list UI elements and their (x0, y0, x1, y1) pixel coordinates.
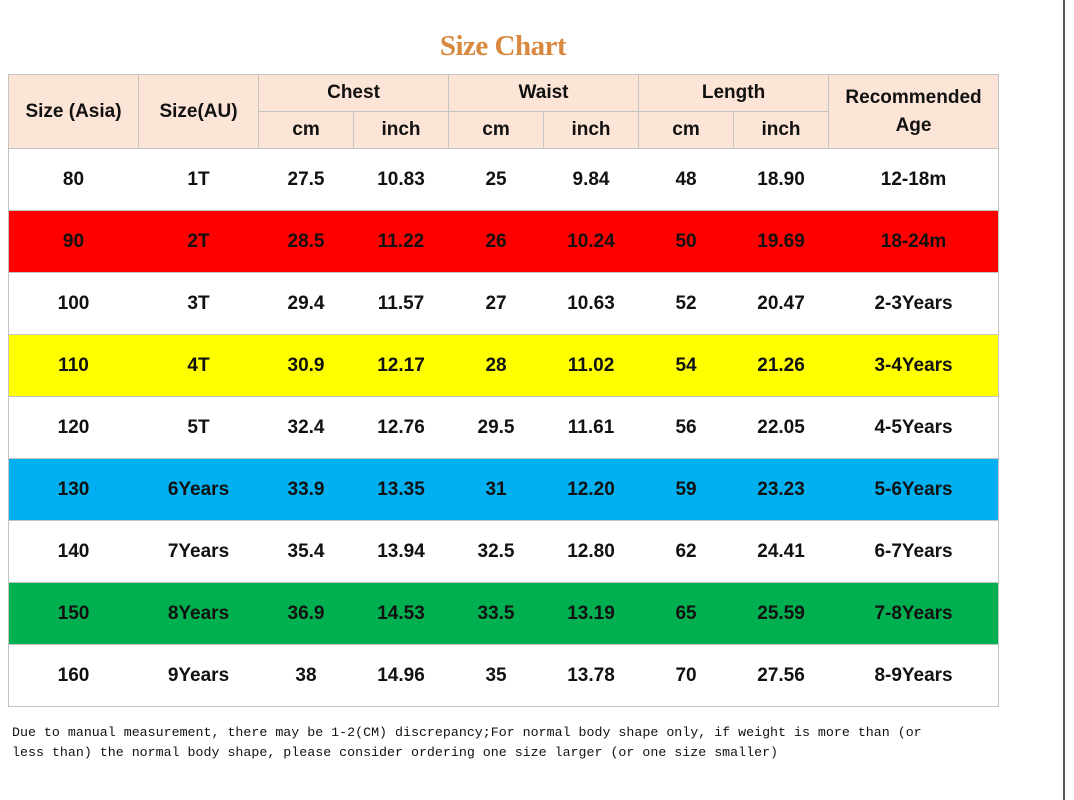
cell-size-au: 1T (139, 149, 259, 211)
cell-waist-inch: 11.02 (544, 335, 639, 397)
cell-chest-cm: 30.9 (259, 335, 354, 397)
cell-recommended-age: 8-9Years (829, 645, 999, 707)
cell-length-inch: 18.90 (734, 149, 829, 211)
cell-waist-inch: 12.20 (544, 459, 639, 521)
cell-chest-cm: 33.9 (259, 459, 354, 521)
table-header (9, 75, 999, 149)
cell-length-inch: 20.47 (734, 273, 829, 335)
cell-length-cm: 59 (639, 459, 734, 521)
disclaimer-note (12, 723, 1012, 763)
cell-size-au: 9Years (139, 645, 259, 707)
cell-size-au: 4T (139, 335, 259, 397)
cell-size-asia: 110 (9, 335, 139, 397)
table-row (9, 397, 999, 459)
cell-length-cm: 54 (639, 335, 734, 397)
header-length-inch: inch (734, 112, 829, 149)
cell-length-inch: 22.05 (734, 397, 829, 459)
cell-waist-inch: 12.80 (544, 521, 639, 583)
header-age-line1: Recommended (845, 86, 982, 108)
cell-chest-cm: 28.5 (259, 211, 354, 273)
header-chest-inch: inch (354, 112, 449, 149)
cell-chest-cm: 36.9 (259, 583, 354, 645)
cell-chest-inch: 11.57 (354, 273, 449, 335)
cell-size-au: 8Years (139, 583, 259, 645)
cell-waist-inch: 9.84 (544, 149, 639, 211)
header-length-cm: cm (639, 112, 734, 149)
cell-waist-cm: 33.5 (449, 583, 544, 645)
header-waist: Waist (449, 75, 639, 112)
header-chest: Chest (259, 75, 449, 112)
cell-length-cm: 62 (639, 521, 734, 583)
cell-waist-cm: 25 (449, 149, 544, 211)
cell-chest-inch: 10.83 (354, 149, 449, 211)
cell-length-inch: 19.69 (734, 211, 829, 273)
header-size-asia: Size (Asia) (9, 75, 139, 149)
cell-waist-cm: 28 (449, 335, 544, 397)
cell-recommended-age: 3-4Years (829, 335, 999, 397)
cell-recommended-age: 18-24m (829, 211, 999, 273)
cell-chest-inch: 14.53 (354, 583, 449, 645)
cell-chest-cm: 29.4 (259, 273, 354, 335)
cell-length-inch: 25.59 (734, 583, 829, 645)
header-age-line2: Age (895, 114, 932, 136)
cell-length-cm: 52 (639, 273, 734, 335)
cell-waist-cm: 31 (449, 459, 544, 521)
cell-size-asia: 150 (9, 583, 139, 645)
table-row (9, 459, 999, 521)
cell-size-au: 7Years (139, 521, 259, 583)
header-length: Length (639, 75, 829, 112)
disclaimer-line-2: less than) the normal body shape, please consider ordering one size larger (or one size smaller) (12, 745, 779, 760)
cell-size-asia: 130 (9, 459, 139, 521)
cell-waist-cm: 35 (449, 645, 544, 707)
cell-length-inch: 27.56 (734, 645, 829, 707)
cell-size-asia: 120 (9, 397, 139, 459)
cell-length-inch: 23.23 (734, 459, 829, 521)
table-row (9, 149, 999, 211)
header-waist-inch: inch (544, 112, 639, 149)
cell-size-au: 2T (139, 211, 259, 273)
cell-chest-inch: 14.96 (354, 645, 449, 707)
cell-length-inch: 21.26 (734, 335, 829, 397)
cell-waist-cm: 27 (449, 273, 544, 335)
cell-chest-inch: 13.35 (354, 459, 449, 521)
cell-chest-cm: 38 (259, 645, 354, 707)
cell-waist-inch: 11.61 (544, 397, 639, 459)
size-chart-table (8, 74, 999, 707)
cell-chest-inch: 11.22 (354, 211, 449, 273)
cell-waist-inch: 13.19 (544, 583, 639, 645)
cell-length-cm: 50 (639, 211, 734, 273)
cell-recommended-age: 7-8Years (829, 583, 999, 645)
cell-chest-inch: 12.76 (354, 397, 449, 459)
cell-size-asia: 140 (9, 521, 139, 583)
cell-waist-inch: 10.24 (544, 211, 639, 273)
page-title: Size Chart (439, 30, 567, 62)
cell-recommended-age: 5-6Years (829, 459, 999, 521)
cell-size-au: 5T (139, 397, 259, 459)
header-chest-cm: cm (259, 112, 354, 149)
disclaimer-line-1: Due to manual measurement, there may be 1-2(CM) discrepancy;For normal body shape only, if weight is more than (or (12, 725, 922, 740)
cell-waist-inch: 13.78 (544, 645, 639, 707)
cell-recommended-age: 12-18m (829, 149, 999, 211)
cell-chest-cm: 35.4 (259, 521, 354, 583)
header-recommended-age (829, 75, 999, 149)
table-row (9, 335, 999, 397)
cell-length-inch: 24.41 (734, 521, 829, 583)
header-size-au: Size(AU) (139, 75, 259, 149)
cell-length-cm: 65 (639, 583, 734, 645)
cell-chest-cm: 32.4 (259, 397, 354, 459)
right-border-line (1063, 0, 1065, 800)
cell-waist-cm: 29.5 (449, 397, 544, 459)
header-waist-cm: cm (449, 112, 544, 149)
header-row-top (9, 75, 999, 112)
cell-chest-inch: 12.17 (354, 335, 449, 397)
cell-waist-inch: 10.63 (544, 273, 639, 335)
table-row (9, 645, 999, 707)
table-row (9, 521, 999, 583)
cell-length-cm: 56 (639, 397, 734, 459)
cell-size-au: 6Years (139, 459, 259, 521)
cell-size-au: 3T (139, 273, 259, 335)
table-row (9, 583, 999, 645)
cell-recommended-age: 4-5Years (829, 397, 999, 459)
cell-size-asia: 80 (9, 149, 139, 211)
cell-chest-cm: 27.5 (259, 149, 354, 211)
table-row (9, 273, 999, 335)
table-row (9, 211, 999, 273)
cell-length-cm: 70 (639, 645, 734, 707)
table-body (9, 149, 999, 707)
cell-waist-cm: 26 (449, 211, 544, 273)
cell-chest-inch: 13.94 (354, 521, 449, 583)
cell-recommended-age: 6-7Years (829, 521, 999, 583)
cell-size-asia: 100 (9, 273, 139, 335)
cell-size-asia: 90 (9, 211, 139, 273)
cell-size-asia: 160 (9, 645, 139, 707)
cell-recommended-age: 2-3Years (829, 273, 999, 335)
cell-length-cm: 48 (639, 149, 734, 211)
cell-waist-cm: 32.5 (449, 521, 544, 583)
